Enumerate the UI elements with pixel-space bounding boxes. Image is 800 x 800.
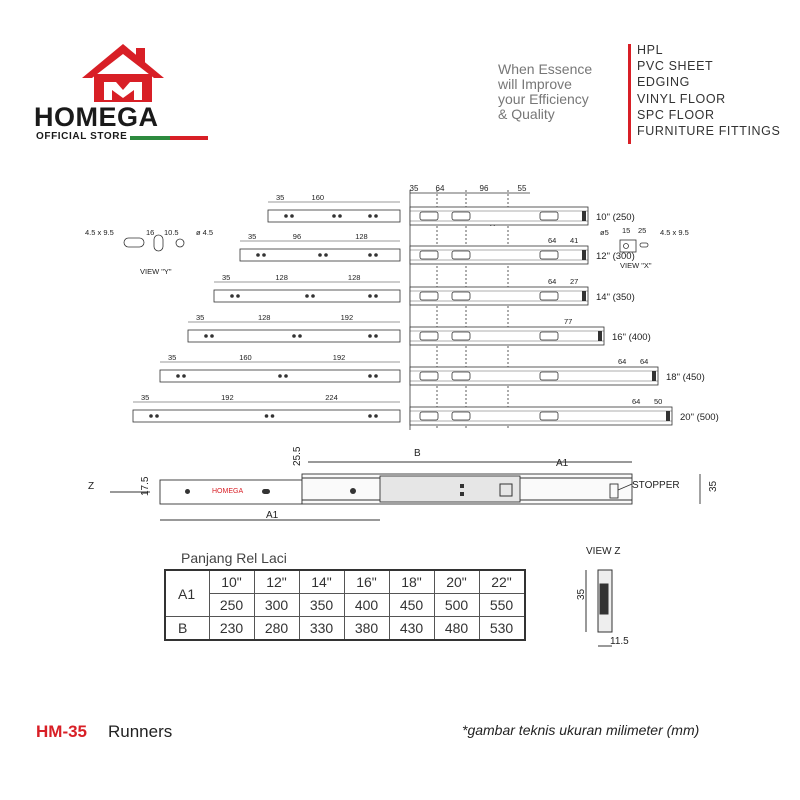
mounting-hole [374,253,378,257]
product-item: HPL [637,43,664,57]
dim-label: 55 [517,184,527,193]
table-cell: 14" [299,570,344,594]
dim-label: 64 [548,236,557,245]
rail-right-profile [410,327,604,345]
height-label: 17.5 [140,476,151,496]
table-cell: 530 [479,617,525,641]
mounting-hole [374,374,378,378]
assembly-drawing [0,445,800,545]
dim-label: 160 [311,193,325,202]
dim-label: 192 [221,393,234,402]
mounting-hole [256,253,260,257]
mounting-hole [284,214,288,218]
unit-note: *gambar teknis ukuran milimeter (mm) [462,722,700,738]
rail-size-label: 12" (300) [596,251,635,262]
row-header-a1: A1 [165,570,209,617]
mounting-hole [368,214,372,218]
view-z-width: 11.5 [610,636,629,647]
table-cell: 12" [254,570,299,594]
product-item: PVC SHEET [637,59,714,74]
mounting-hole [368,374,372,378]
stopper-tab [652,371,656,381]
mounting-hole [374,414,378,418]
mounting-hole [305,294,309,298]
view-y-label: VIEW "Y" [140,267,172,276]
dim-label: 128 [347,273,361,282]
rail-size-label: 16" (400) [612,332,651,343]
product-name: Runners [108,722,173,741]
product-code: HM-35 [36,722,88,741]
view-x-dim: 25 [638,226,647,235]
table-row [165,594,525,617]
table-cell: 500 [434,594,479,617]
table-cell: 400 [344,594,389,617]
homega-logo [78,40,168,104]
rail-right-profile [410,367,658,385]
brand-name: HOMEGA [34,102,159,132]
product-list [637,42,780,139]
house-icon [82,44,164,102]
table-cell: 20" [434,570,479,594]
mounting-hole [368,334,372,338]
mounting-hole [271,414,275,418]
dim-label: 64 [548,277,557,286]
table-cell: 16" [344,570,389,594]
rail-size-label: 10" (250) [596,212,635,223]
mounting-hole [278,374,282,378]
mounting-hole [230,294,234,298]
mounting-hole [368,414,372,418]
table-cell: 10" [209,570,254,594]
table-row [165,617,525,641]
mounting-hole [265,414,269,418]
rail-size-label: 18" (450) [666,372,705,383]
table-cell: 380 [344,617,389,641]
view-y-dim: 16 [146,228,155,237]
stopper-tab [582,211,586,221]
dim-label: 35 [196,313,205,322]
dim-label: 96 [479,184,489,193]
mounting-hole [374,334,378,338]
dim-label: 35 [276,193,285,202]
tagline-line: your Efficiency [498,91,589,107]
mounting-hole [374,214,378,218]
dim-label: 64 [618,357,627,366]
dim-label: 35 [222,273,231,282]
mounting-hole [368,294,372,298]
mounting-hole [324,253,328,257]
rail-right-profile [410,207,588,225]
official-store-label: OFFICIAL STORE [36,131,128,142]
dim-label: 96 [292,232,302,241]
view-y-dim: 10.5 [164,228,179,237]
divider-bar [628,44,631,144]
dim-label: 64 [435,184,445,193]
dim-label: 64 [632,397,641,406]
dim-label: 35 [168,353,177,362]
mounting-hole [210,334,214,338]
table-cell: 450 [389,594,434,617]
view-x-dim: 15 [622,226,631,235]
dim-label: 128 [257,313,271,322]
mounting-hole [298,334,302,338]
height-label: 35 [708,480,719,492]
z-label: Z [88,481,95,492]
tagline-line: When Essence [498,61,593,77]
size-table [164,569,526,641]
mounting-hole [311,294,315,298]
row-header-b: B [165,617,209,641]
mounting-hole [236,294,240,298]
table-cell: 230 [209,617,254,641]
dim-label: 50 [654,397,663,406]
tagline-line: will Improve [498,76,572,92]
dim-label: 224 [325,393,338,402]
tagline-line: & Quality [498,106,555,122]
stopper-tab [598,331,602,341]
view-x-dim: ø5 [600,228,609,237]
dim-label: 192 [340,313,354,322]
mounting-hole [262,253,266,257]
rail-brand-mark: HOMEGA [212,488,244,495]
dim-label: 35 [409,184,419,193]
dim-label: 77 [564,317,573,326]
height-label: 25.5 [292,446,303,466]
table-cell: 250 [209,594,254,617]
stopper-tab [666,411,670,421]
rail-right-profile [410,407,672,425]
view-y-dim: ø 4.5 [196,228,214,237]
product-item: EDGING [637,75,690,90]
view-x-label: VIEW "X" [620,261,652,270]
dim-label: 160 [239,353,252,362]
table-cell: 350 [299,594,344,617]
stopper-label: STOPPER [632,480,680,491]
b-label: B [414,448,421,459]
rail-size-label: 20" (500) [680,412,719,423]
view-z-height: 35 [576,588,587,600]
rail-drawing [0,180,800,440]
mounting-hole [368,253,372,257]
rail-size-label: 14" (350) [596,292,635,303]
a1-label: A1 [556,458,569,469]
table-row [165,570,525,594]
dim-label: 192 [332,353,346,362]
view-x-dim: 4.5 x 9.5 [660,228,689,237]
view-z-label: VIEW Z [586,546,621,557]
dim-label: 27 [570,277,579,286]
tagline [498,62,623,122]
product-item: FURNITURE FITTINGS [637,124,781,139]
table-cell: 480 [434,617,479,641]
mounting-hole [176,374,180,378]
rail-right-profile [410,246,588,264]
product-item: VINYL FLOOR [637,91,726,106]
table-cell: 330 [299,617,344,641]
mounting-hole [332,214,336,218]
mounting-hole [318,253,322,257]
dim-label: 128 [355,232,368,241]
table-cell: 550 [479,594,525,617]
table-cell: 430 [389,617,434,641]
table-cell: 280 [254,617,299,641]
dim-label: 128 [275,273,288,282]
mounting-hole [290,214,294,218]
dim-label: 35 [141,393,150,402]
product-item: SPC FLOOR [637,107,715,122]
mounting-hole [155,414,159,418]
mounting-hole [204,334,208,338]
mounting-hole [149,414,153,418]
mounting-hole [284,374,288,378]
table-cell: 300 [254,594,299,617]
dim-label: 41 [570,236,579,245]
dim-label: 35 [248,232,257,241]
mounting-hole [338,214,342,218]
stopper-tab [582,291,586,301]
view-z-drawing [560,540,660,650]
stopper-tab [582,250,586,260]
view-y-dim: 4.5 x 9.5 [85,228,114,237]
mounting-hole [292,334,296,338]
a1-label: A1 [266,510,279,521]
brand-underline [130,136,208,142]
table-cell: 22" [479,570,525,594]
mounting-hole [374,294,378,298]
mounting-hole [182,374,186,378]
rail-right-profile [410,287,588,305]
table-cell: 18" [389,570,434,594]
dim-label: 64 [640,357,649,366]
table-title: Panjang Rel Laci [181,550,287,566]
